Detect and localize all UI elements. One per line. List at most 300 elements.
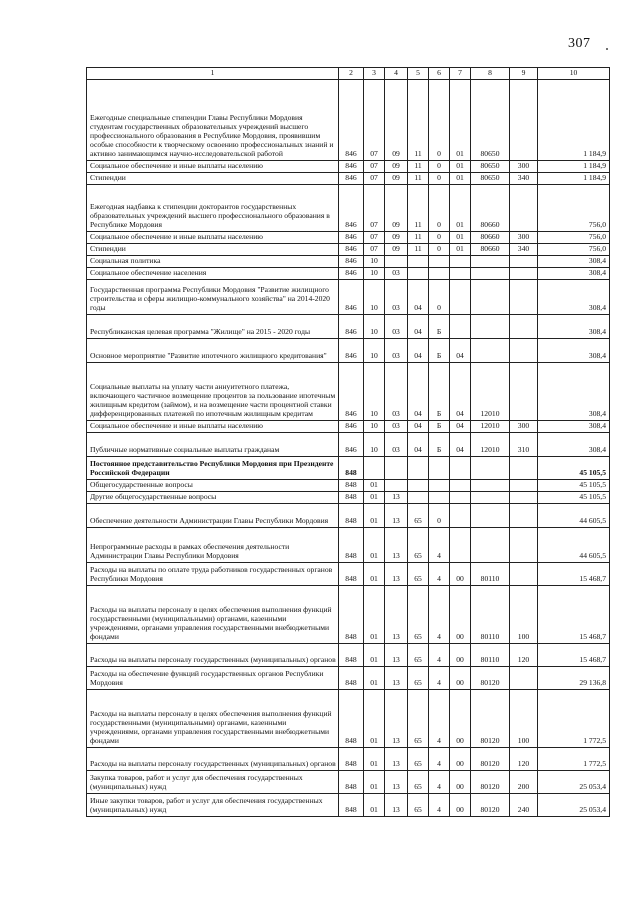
- code-cell: 13: [385, 527, 408, 562]
- code-cell: 07: [364, 161, 385, 173]
- code-cell: 11: [408, 243, 429, 255]
- code-cell: 4: [429, 689, 450, 747]
- code-cell: 01: [450, 172, 471, 184]
- code-cell: [450, 279, 471, 314]
- code-cell: 00: [450, 793, 471, 816]
- code-cell: 10: [364, 255, 385, 267]
- code-cell: 04: [408, 314, 429, 338]
- code-cell: 848: [339, 793, 364, 816]
- code-cell: [429, 255, 450, 267]
- code-cell: 848: [339, 491, 364, 503]
- row-name-cell: Расходы на выплаты персоналу государственных (муниципальных) органов: [87, 747, 339, 770]
- header-row: [87, 68, 610, 80]
- code-cell: Б: [429, 362, 450, 420]
- code-cell: 65: [408, 585, 429, 643]
- amount-cell: 308,4: [538, 279, 610, 314]
- row-name-cell: Социальные выплаты на уплату части аннуитетного платежа, включающего частичное возмещение процентов за пользование ипотечным жилищным кредитом (займом), и на возмещение части процентной ставки дифференцированных платежей по ипотечным жилищным кредитам: [87, 362, 339, 420]
- code-cell: 4: [429, 527, 450, 562]
- code-cell: 848: [339, 456, 364, 479]
- code-cell: 848: [339, 666, 364, 689]
- code-cell: 846: [339, 231, 364, 243]
- row-name-cell: Другие общегосударственные вопросы: [87, 491, 339, 503]
- code-cell: Б: [429, 432, 450, 456]
- code-cell: 01: [450, 243, 471, 255]
- code-cell: 340: [510, 243, 538, 255]
- column-header-4: 4: [385, 68, 408, 80]
- code-cell: 65: [408, 770, 429, 793]
- row-name-cell: Постоянное представительство Республики Мордовия при Президенте Российской Федерации: [87, 456, 339, 479]
- code-cell: [429, 491, 450, 503]
- table-row: [87, 479, 610, 491]
- code-cell: 300: [510, 420, 538, 432]
- code-cell: 13: [385, 666, 408, 689]
- code-cell: 10: [364, 267, 385, 279]
- amount-cell: 1 184,9: [538, 161, 610, 173]
- code-cell: 65: [408, 747, 429, 770]
- code-cell: 09: [385, 243, 408, 255]
- code-cell: 12010: [471, 432, 510, 456]
- code-cell: 09: [385, 184, 408, 231]
- code-cell: [450, 267, 471, 279]
- code-cell: 0: [429, 503, 450, 527]
- code-cell: 846: [339, 184, 364, 231]
- code-cell: [471, 279, 510, 314]
- code-cell: [471, 314, 510, 338]
- row-name-cell: Иные закупки товаров, работ и услуг для обеспечения государственных (муниципальных) нужд: [87, 793, 339, 816]
- code-cell: 0: [429, 243, 450, 255]
- amount-cell: 308,4: [538, 314, 610, 338]
- code-cell: 03: [385, 279, 408, 314]
- column-header-1: 1: [87, 68, 339, 80]
- table-row: [87, 172, 610, 184]
- code-cell: 65: [408, 503, 429, 527]
- code-cell: 01: [364, 527, 385, 562]
- code-cell: 65: [408, 793, 429, 816]
- code-cell: 01: [364, 770, 385, 793]
- code-cell: 00: [450, 643, 471, 666]
- code-cell: [450, 255, 471, 267]
- table-row: [87, 491, 610, 503]
- row-name-cell: Расходы на обеспечение функций государственных органов Республики Мордовия: [87, 666, 339, 689]
- table-row: [87, 503, 610, 527]
- code-cell: 03: [385, 314, 408, 338]
- row-name-cell: Социальная политика: [87, 255, 339, 267]
- code-cell: 4: [429, 666, 450, 689]
- code-cell: [450, 491, 471, 503]
- amount-cell: 308,4: [538, 338, 610, 362]
- table-row: [87, 184, 610, 231]
- code-cell: [471, 267, 510, 279]
- table-row: [87, 255, 610, 267]
- code-cell: [510, 338, 538, 362]
- code-cell: 848: [339, 503, 364, 527]
- code-cell: 01: [450, 184, 471, 231]
- code-cell: 04: [450, 420, 471, 432]
- code-cell: 01: [450, 161, 471, 173]
- row-name-cell: Расходы на выплаты персоналу в целях обеспечения выполнения функций государственными (муниципальными) органами, казенными учреждениями, органами управления государственными внебюджетными фондами: [87, 689, 339, 747]
- table-row: [87, 279, 610, 314]
- code-cell: [510, 80, 538, 161]
- amount-cell: 1 184,9: [538, 172, 610, 184]
- code-cell: 846: [339, 362, 364, 420]
- code-cell: 10: [364, 338, 385, 362]
- code-cell: [510, 279, 538, 314]
- code-cell: 80110: [471, 643, 510, 666]
- code-cell: 10: [364, 279, 385, 314]
- code-cell: 4: [429, 747, 450, 770]
- page-number: 307: [568, 36, 591, 51]
- code-cell: 80110: [471, 562, 510, 585]
- code-cell: 80650: [471, 80, 510, 161]
- code-cell: 65: [408, 689, 429, 747]
- amount-cell: 44 605,5: [538, 527, 610, 562]
- table-row: [87, 689, 610, 747]
- code-cell: 09: [385, 172, 408, 184]
- code-cell: 04: [408, 432, 429, 456]
- code-cell: 04: [450, 338, 471, 362]
- code-cell: 04: [408, 338, 429, 362]
- code-cell: 4: [429, 770, 450, 793]
- code-cell: Б: [429, 314, 450, 338]
- code-cell: [510, 666, 538, 689]
- code-cell: 04: [408, 362, 429, 420]
- code-cell: 00: [450, 747, 471, 770]
- code-cell: 11: [408, 161, 429, 173]
- table-row: [87, 420, 610, 432]
- code-cell: 11: [408, 172, 429, 184]
- amount-cell: 15 468,7: [538, 643, 610, 666]
- amount-cell: 25 053,4: [538, 770, 610, 793]
- row-name-cell: Общегосударственные вопросы: [87, 479, 339, 491]
- code-cell: 120: [510, 747, 538, 770]
- amount-cell: 308,4: [538, 420, 610, 432]
- row-name-cell: Стипендии: [87, 243, 339, 255]
- code-cell: 340: [510, 172, 538, 184]
- code-cell: 09: [385, 231, 408, 243]
- table-row: [87, 527, 610, 562]
- table-row: [87, 231, 610, 243]
- amount-cell: 1 772,5: [538, 689, 610, 747]
- code-cell: 00: [450, 562, 471, 585]
- code-cell: [510, 503, 538, 527]
- code-cell: 0: [429, 279, 450, 314]
- code-cell: 11: [408, 184, 429, 231]
- code-cell: 846: [339, 172, 364, 184]
- code-cell: 846: [339, 432, 364, 456]
- code-cell: 846: [339, 267, 364, 279]
- row-name-cell: Расходы на выплаты персоналу в целях обеспечения выполнения функций государственными (муниципальными) органами, казенными учреждениями, органами управления государственными внебюджетными фондами: [87, 585, 339, 643]
- code-cell: 03: [385, 432, 408, 456]
- amount-cell: 308,4: [538, 432, 610, 456]
- code-cell: [510, 184, 538, 231]
- code-cell: 80660: [471, 184, 510, 231]
- code-cell: 07: [364, 80, 385, 161]
- code-cell: 01: [450, 231, 471, 243]
- code-cell: 80650: [471, 161, 510, 173]
- code-cell: 09: [385, 80, 408, 161]
- code-cell: 0: [429, 184, 450, 231]
- code-cell: Б: [429, 420, 450, 432]
- amount-cell: 1 772,5: [538, 747, 610, 770]
- code-cell: [408, 267, 429, 279]
- code-cell: 10: [364, 432, 385, 456]
- code-cell: 848: [339, 689, 364, 747]
- code-cell: 04: [450, 432, 471, 456]
- code-cell: 4: [429, 643, 450, 666]
- table-row: [87, 643, 610, 666]
- table-row: [87, 770, 610, 793]
- code-cell: [450, 479, 471, 491]
- code-cell: 01: [364, 503, 385, 527]
- row-name-cell: Обеспечение деятельности Администрации Главы Республики Мордовия: [87, 503, 339, 527]
- code-cell: 13: [385, 562, 408, 585]
- code-cell: 00: [450, 666, 471, 689]
- code-cell: [510, 362, 538, 420]
- table-row: [87, 80, 610, 161]
- code-cell: 80120: [471, 666, 510, 689]
- table-row: [87, 267, 610, 279]
- code-cell: 846: [339, 161, 364, 173]
- code-cell: 848: [339, 643, 364, 666]
- code-cell: 80120: [471, 770, 510, 793]
- row-name-cell: Республиканская целевая программа "Жилище" на 2015 - 2020 годы: [87, 314, 339, 338]
- code-cell: Б: [429, 338, 450, 362]
- code-cell: 80120: [471, 793, 510, 816]
- code-cell: 848: [339, 585, 364, 643]
- code-cell: 848: [339, 479, 364, 491]
- code-cell: [510, 527, 538, 562]
- code-cell: 01: [364, 479, 385, 491]
- amount-cell: 45 105,5: [538, 491, 610, 503]
- code-cell: 13: [385, 585, 408, 643]
- table-row: [87, 793, 610, 816]
- code-cell: 12010: [471, 362, 510, 420]
- code-cell: 01: [364, 562, 385, 585]
- amount-cell: 44 605,5: [538, 503, 610, 527]
- table-row: [87, 314, 610, 338]
- code-cell: 01: [364, 689, 385, 747]
- code-cell: [510, 479, 538, 491]
- code-cell: [510, 267, 538, 279]
- code-cell: 100: [510, 585, 538, 643]
- code-cell: 300: [510, 231, 538, 243]
- amount-cell: 45 105,5: [538, 479, 610, 491]
- code-cell: 846: [339, 420, 364, 432]
- code-cell: 07: [364, 243, 385, 255]
- code-cell: 01: [364, 585, 385, 643]
- code-cell: 0: [429, 231, 450, 243]
- code-cell: 80650: [471, 172, 510, 184]
- code-cell: 13: [385, 689, 408, 747]
- table-row: [87, 585, 610, 643]
- table-row: [87, 562, 610, 585]
- code-cell: 310: [510, 432, 538, 456]
- amount-cell: 25 053,4: [538, 793, 610, 816]
- code-cell: 300: [510, 161, 538, 173]
- code-cell: 846: [339, 255, 364, 267]
- code-cell: 13: [385, 747, 408, 770]
- amount-cell: 308,4: [538, 362, 610, 420]
- code-cell: 11: [408, 231, 429, 243]
- row-name-cell: Социальное обеспечение и иные выплаты населению: [87, 161, 339, 173]
- row-name-cell: Основное мероприятие "Развитие ипотечного жилищного кредитования": [87, 338, 339, 362]
- code-cell: 4: [429, 562, 450, 585]
- code-cell: 80120: [471, 747, 510, 770]
- code-cell: 07: [364, 231, 385, 243]
- code-cell: 65: [408, 562, 429, 585]
- code-cell: 13: [385, 503, 408, 527]
- code-cell: 13: [385, 491, 408, 503]
- row-name-cell: Государственная программа Республики Мордовия "Развитие жилищного строительства и сферы жилищно-коммунального хозяйства" на 2014-2020 годы: [87, 279, 339, 314]
- code-cell: 12010: [471, 420, 510, 432]
- row-name-cell: Расходы на выплаты по оплате труда работников государственных органов Республики Мордовия: [87, 562, 339, 585]
- code-cell: 13: [385, 643, 408, 666]
- code-cell: [429, 479, 450, 491]
- code-cell: 846: [339, 338, 364, 362]
- code-cell: 01: [364, 793, 385, 816]
- code-cell: 01: [364, 491, 385, 503]
- code-cell: [471, 527, 510, 562]
- budget-table: [86, 67, 610, 817]
- code-cell: [364, 456, 385, 479]
- code-cell: 80660: [471, 231, 510, 243]
- table-row: [87, 362, 610, 420]
- code-cell: 13: [385, 793, 408, 816]
- code-cell: [450, 527, 471, 562]
- table-row: [87, 338, 610, 362]
- code-cell: 03: [385, 267, 408, 279]
- code-cell: 03: [385, 338, 408, 362]
- code-cell: 846: [339, 279, 364, 314]
- amount-cell: 308,4: [538, 255, 610, 267]
- code-cell: [385, 456, 408, 479]
- column-header-9: 9: [510, 68, 538, 80]
- code-cell: 240: [510, 793, 538, 816]
- code-cell: 10: [364, 314, 385, 338]
- table-row: [87, 161, 610, 173]
- row-name-cell: Закупка товаров, работ и услуг для обеспечения государственных (муниципальных) нужд: [87, 770, 339, 793]
- code-cell: 0: [429, 161, 450, 173]
- code-cell: 120: [510, 643, 538, 666]
- code-cell: [471, 491, 510, 503]
- amount-cell: 45 105,5: [538, 456, 610, 479]
- code-cell: [510, 456, 538, 479]
- code-cell: [408, 491, 429, 503]
- code-cell: [429, 456, 450, 479]
- code-cell: 80110: [471, 585, 510, 643]
- code-cell: [385, 255, 408, 267]
- table-row: [87, 432, 610, 456]
- table-row: [87, 747, 610, 770]
- code-cell: 4: [429, 585, 450, 643]
- code-cell: [408, 456, 429, 479]
- amount-cell: 756,0: [538, 243, 610, 255]
- code-cell: 65: [408, 666, 429, 689]
- row-name-cell: Расходы на выплаты персоналу государственных (муниципальных) органов: [87, 643, 339, 666]
- code-cell: 848: [339, 527, 364, 562]
- row-name-cell: Ежегодная надбавка к стипендии докторантов государственных образовательных учреждений высшего профессионального образования в Республике Мордовия: [87, 184, 339, 231]
- code-cell: [471, 456, 510, 479]
- column-header-10: 10: [538, 68, 610, 80]
- code-cell: 00: [450, 585, 471, 643]
- code-cell: 01: [450, 80, 471, 161]
- code-cell: 04: [408, 420, 429, 432]
- code-cell: 100: [510, 689, 538, 747]
- column-header-2: 2: [339, 68, 364, 80]
- amount-cell: 756,0: [538, 184, 610, 231]
- code-cell: 10: [364, 362, 385, 420]
- code-cell: 01: [364, 643, 385, 666]
- code-cell: 846: [339, 314, 364, 338]
- column-header-8: 8: [471, 68, 510, 80]
- amount-cell: 1 184,9: [538, 80, 610, 161]
- code-cell: 848: [339, 770, 364, 793]
- code-cell: 01: [364, 666, 385, 689]
- row-name-cell: Ежегодные специальные стипендии Главы Республики Мордовия студентам государственных образовательных учреждений высшего профессионального образования в Республике Мордовия, проявившим особые способности к творческому освоению профессиональных знаний и активно занимающимся научно-исследовательской работой: [87, 80, 339, 161]
- code-cell: 65: [408, 527, 429, 562]
- code-cell: 0: [429, 172, 450, 184]
- code-cell: 13: [385, 770, 408, 793]
- row-name-cell: Непрограммные расходы в рамках обеспечения деятельности Администрации Главы Республики Мордовия: [87, 527, 339, 562]
- column-header-6: 6: [429, 68, 450, 80]
- table-row: [87, 456, 610, 479]
- code-cell: [510, 255, 538, 267]
- code-cell: [450, 456, 471, 479]
- table-row: [87, 243, 610, 255]
- code-cell: 0: [429, 80, 450, 161]
- row-name-cell: Публичные нормативные социальные выплаты гражданам: [87, 432, 339, 456]
- code-cell: [450, 503, 471, 527]
- code-cell: 11: [408, 80, 429, 161]
- code-cell: [450, 314, 471, 338]
- code-cell: 09: [385, 161, 408, 173]
- row-name-cell: Социальное обеспечение и иные выплаты населению: [87, 231, 339, 243]
- code-cell: [510, 314, 538, 338]
- row-name-cell: Социальное обеспечение населения: [87, 267, 339, 279]
- amount-cell: 15 468,7: [538, 562, 610, 585]
- code-cell: 846: [339, 243, 364, 255]
- table-row: [87, 666, 610, 689]
- column-header-3: 3: [364, 68, 385, 80]
- code-cell: 07: [364, 172, 385, 184]
- code-cell: [385, 479, 408, 491]
- code-cell: [471, 338, 510, 362]
- code-cell: [510, 491, 538, 503]
- code-cell: [471, 255, 510, 267]
- amount-cell: 308,4: [538, 267, 610, 279]
- code-cell: 200: [510, 770, 538, 793]
- column-header-7: 7: [450, 68, 471, 80]
- code-cell: 00: [450, 689, 471, 747]
- code-cell: 01: [364, 747, 385, 770]
- column-header-5: 5: [408, 68, 429, 80]
- row-name-cell: Стипендии: [87, 172, 339, 184]
- code-cell: [408, 479, 429, 491]
- code-cell: 03: [385, 362, 408, 420]
- row-name-cell: Социальное обеспечение и иные выплаты населению: [87, 420, 339, 432]
- code-cell: 848: [339, 747, 364, 770]
- code-cell: 80120: [471, 689, 510, 747]
- code-cell: 10: [364, 420, 385, 432]
- code-cell: 04: [408, 279, 429, 314]
- page-mark: [606, 48, 608, 50]
- code-cell: 00: [450, 770, 471, 793]
- code-cell: 846: [339, 80, 364, 161]
- code-cell: 4: [429, 793, 450, 816]
- code-cell: 65: [408, 643, 429, 666]
- amount-cell: 29 136,8: [538, 666, 610, 689]
- code-cell: 07: [364, 184, 385, 231]
